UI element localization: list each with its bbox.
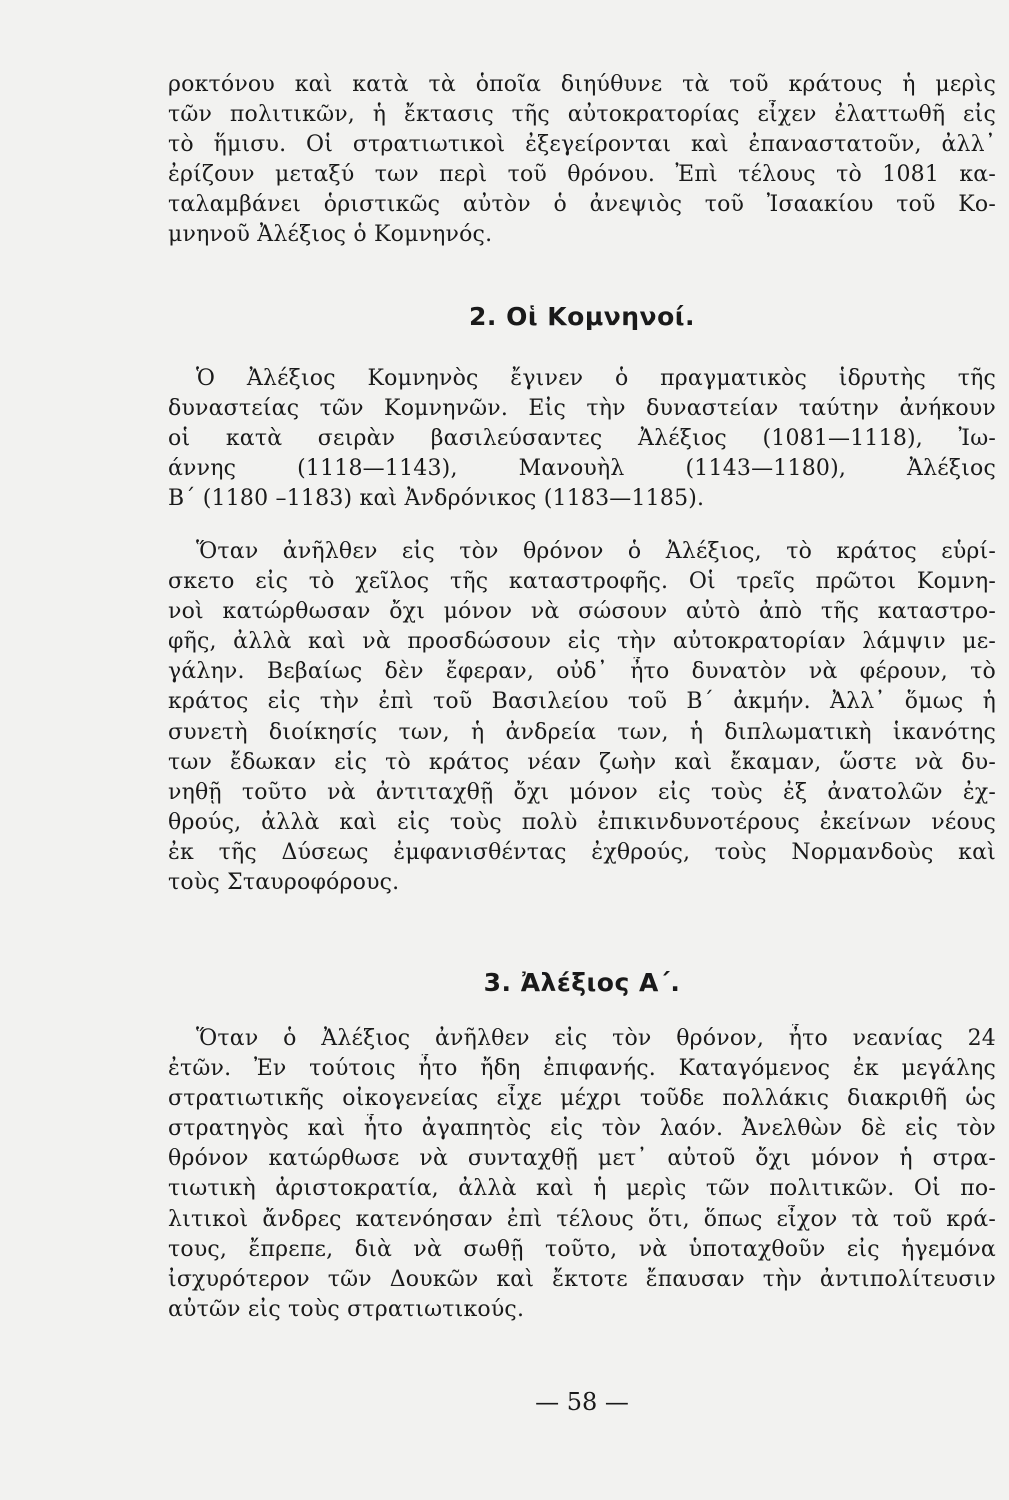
text-line: νηθῇ τοῦτο νὰ ἀντιταχθῇ ὄχι μόνον εἰς τοὺς ἐξ ἀνατολῶν ἐχ-: [168, 779, 996, 805]
section-heading-3: 3. Ἀλέξιος Α΄.: [483, 968, 681, 997]
text-line: συνετὴ διοίκησίς των, ἡ ἀνδρεία των, ἡ διπλωματικὴ ἱκανότης: [168, 719, 996, 745]
text-line: άννης (1118—1143), Μανουὴλ (1143—1180), Ἀλέξιος: [168, 456, 996, 482]
text-line: Β΄ (1180 –1183) καὶ Ἀνδρόνικος (1183—1185).: [168, 486, 705, 512]
text-line: στρατιωτικῆς οἰκογενείας εἶχε μέχρι τοῦδε πολλάκις διακριθῆ ὡς: [168, 1086, 996, 1112]
text-line: αὐτῶν εἰς τοὺς στρατιωτικούς.: [168, 1296, 525, 1322]
text-line: σκετο εἰς τὸ χεῖλος τῆς καταστροφῆς. Οἱ τρεῖς πρῶτοι Κομνη-: [168, 569, 996, 595]
text-line: τιωτικὴ ἀριστοκρατία, ἀλλὰ καὶ ἡ μερὶς τῶν πολιτικῶν. Οἱ πο-: [168, 1176, 996, 1202]
text-line: ἐκ τῆς Δύσεως ἐμφανισθέντας ἐχθρούς, τοὺς Νορμανδοὺς καὶ: [168, 839, 996, 865]
text-line: ἐρίζουν μεταξύ των περὶ τοῦ θρόνου. Ἐπὶ τέλους τὸ 1081 κα-: [168, 162, 996, 188]
text-line: τοὺς Σταυροφόρους.: [168, 870, 400, 896]
text-line: θρούς, ἀλλὰ καὶ εἰς τοὺς πολὺ ἐπικινδυνοτέρους ἐκείνων νέους: [168, 809, 996, 835]
text-line: λιτικοὶ ἄνδρες κατενόησαν ἐπὶ τέλους ὅτι, ὅπως εἶχον τὰ τοῦ κρά-: [168, 1206, 996, 1232]
page-number: — 58 —: [535, 1388, 629, 1416]
text-line: ταλαμβάνει ὁριστικῶς αὐτὸν ὁ ἀνεψιὸς τοῦ Ἰσαακίου τοῦ Κο-: [168, 192, 996, 218]
paragraph-3: [168, 537, 996, 898]
text-line: νοὶ κατώρθωσαν ὄχι μόνον νὰ σώσουν αὐτὸ ἀπὸ τῆς καταστρο-: [168, 599, 996, 625]
text-line: οἱ κατὰ σειρὰν βασιλεύσαντες Ἀλέξιος (1081—1118), Ἰω-: [168, 426, 996, 452]
text-line: Ὅταν ὁ Ἀλέξιος ἀνῆλθεν εἰς τὸν θρόνον, ἦτο νεανίας 24: [196, 1026, 996, 1051]
text-line: φῆς, ἀλλὰ καὶ νὰ προσδώσουν εἰς τὴν αὐτοκρατορίαν λάμψιν με-: [168, 629, 996, 655]
text-line: Ὁ Ἀλέξιος Κομνηνὸς ἔγινεν ὁ πραγματικὸς ἱδρυτὴς τῆς: [196, 366, 996, 391]
text-line: τὸ ἥμισυ. Οἱ στρατιωτικοὶ ἐξεγείρονται καὶ ἐπαναστατοῦν, ἀλλ᾽: [168, 132, 996, 158]
text-line: τῶν πολιτικῶν, ἡ ἔκτασις τῆς αὐτοκρατορίας εἶχεν ἐλαττωθῆ εἰς: [168, 102, 996, 128]
text-line: κράτος εἰς τὴν ἐπὶ τοῦ Βασιλείου τοῦ Β΄ ἀκμήν. Ἀλλ᾽ ὅμως ἡ: [168, 689, 996, 715]
text-line: μνηνοῦ Ἀλέξιος ὁ Κομνηνός.: [168, 222, 493, 248]
text-line: των ἔδωκαν εἰς τὸ κράτος νέαν ζωὴν καὶ ἔκαμαν, ὥστε νὰ δυ-: [168, 749, 996, 775]
text-line: Ὅταν ἀνῆλθεν εἰς τὸν θρόνον ὁ Ἀλέξιος, τὸ κράτος εὑρί-: [196, 539, 996, 564]
text-line: θρόνον κατώρθωσε νὰ συνταχθῇ μετ᾽ αὐτοῦ ὄχι μόνον ἡ στρα-: [168, 1146, 996, 1172]
text-line: ἰσχυρότερον τῶν Δουκῶν καὶ ἔκτοτε ἔπαυσαν τὴν ἀντιπολίτευσιν: [168, 1266, 996, 1292]
text-line: στρατηγὸς καὶ ἦτο ἀγαπητὸς εἰς τὸν λαόν. Ἀνελθὼν δὲ εἰς τὸν: [168, 1116, 996, 1142]
text-line: ἐτῶν. Ἐν τούτοις ἦτο ἤδη ἐπιφανής. Καταγόμενος ἐκ μεγάλης: [168, 1056, 996, 1082]
text-line: τους, ἔπρεπε, διὰ νὰ σωθῇ τοῦτο, νὰ ὑποταχθοῦν εἰς ἡγεμόνα: [168, 1236, 996, 1262]
paragraph-4: [168, 1024, 996, 1325]
paragraph-2: [168, 364, 996, 514]
section-heading-2: 2. Οἱ Κομνηνοί.: [468, 302, 695, 331]
text-line: δυναστείας τῶν Κομνηνῶν. Εἰς τὴν δυναστείαν ταύτην ἀνήκουν: [168, 396, 996, 422]
text-line: γάλην. Βεβαίως δὲν ἔφεραν, οὐδ᾽ ἦτο δυνατὸν νὰ φέρουν, τὸ: [168, 659, 996, 685]
text-line: ροκτόνου καὶ κατὰ τὰ ὁποῖα διηύθυνε τὰ τοῦ κράτους ἡ μερὶς: [168, 72, 996, 97]
paragraph-1: [168, 70, 996, 251]
